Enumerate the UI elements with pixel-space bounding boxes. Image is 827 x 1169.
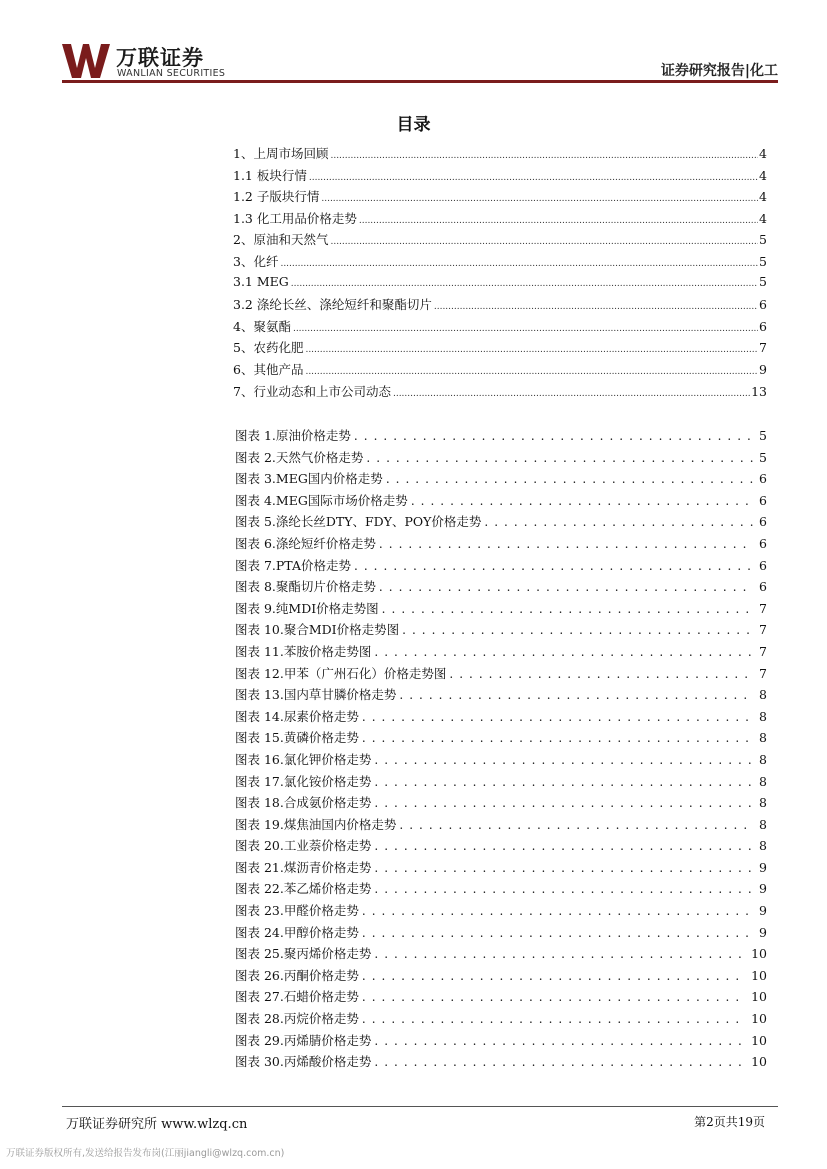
toc-entry-page: 6 [759, 318, 767, 334]
dot-leader [374, 881, 753, 896]
dot-leader [359, 211, 758, 226]
figure-entry-title: 图表 17.氯化铵价格走势 [235, 773, 372, 789]
figure-entry-page: 6 [759, 579, 767, 595]
dot-leader [386, 471, 753, 486]
dot-leader [321, 189, 758, 204]
figure-entry-title: 图表 10.聚合MDI价格走势图 [235, 622, 400, 638]
dot-leader [362, 989, 745, 1004]
figure-entry-title: 图表 29.丙烯腈价格走势 [235, 1032, 372, 1048]
toc-entry-title: 1.2 子版块行情 [233, 189, 320, 205]
figure-entry-page: 8 [759, 687, 767, 703]
figure-entry-title: 图表 7.PTA价格走势 [235, 557, 351, 573]
toc-entry[interactable] [233, 144, 767, 166]
figure-entry-page: 9 [759, 859, 767, 875]
toc-entry-title: 1.1 板块行情 [233, 167, 307, 183]
toc-entry-title: 2、原油和天然气 [233, 232, 329, 248]
header-divider [62, 80, 778, 83]
figure-entry-page: 10 [751, 1011, 767, 1027]
figure-entry-page: 6 [759, 471, 767, 487]
dot-leader [293, 319, 758, 334]
toc-entry[interactable] [233, 360, 767, 382]
figure-entry-title: 图表 9.纯MDI价格走势图 [235, 600, 379, 616]
toc-entry[interactable] [233, 230, 767, 252]
dot-leader [305, 362, 758, 377]
toc-entry-page: 5 [759, 232, 767, 248]
toc-entry-page: 13 [751, 383, 767, 399]
figure-entry-page: 10 [751, 989, 767, 1005]
figure-entry-title: 图表 12.甲苯（广州石化）价格走势图 [235, 665, 447, 681]
figure-entry[interactable] [235, 642, 767, 664]
figure-entry[interactable] [235, 556, 767, 578]
figure-entry[interactable] [235, 1052, 767, 1074]
figure-entry-page: 6 [759, 514, 767, 530]
figure-entry-page: 6 [759, 557, 767, 573]
toc-entry[interactable] [233, 274, 767, 296]
toc-entry[interactable] [233, 338, 767, 360]
figure-entry-page: 7 [759, 622, 767, 638]
figure-entry[interactable] [235, 1009, 767, 1031]
dot-leader [362, 709, 753, 724]
dot-leader [374, 838, 753, 853]
figure-entry-title: 图表 16.氯化钾价格走势 [235, 751, 372, 767]
figure-entry[interactable] [235, 685, 767, 707]
toc-entry-page: 9 [759, 361, 767, 377]
toc-entry-title: 4、聚氨酯 [233, 318, 291, 334]
figure-entry-page: 7 [759, 665, 767, 681]
figure-entry-title: 图表 24.甲醇价格走势 [235, 924, 359, 940]
toc-entry-page: 5 [759, 253, 767, 269]
figure-entry-title: 图表 3.MEG国内价格走势 [235, 471, 383, 487]
figure-entry-page: 8 [759, 838, 767, 854]
figure-entry-page: 6 [759, 535, 767, 551]
figure-entry-title: 图表 21.煤沥青价格走势 [235, 859, 372, 875]
logo-chinese-name: 万联证券 [116, 46, 204, 70]
figure-entry-page: 5 [759, 428, 767, 443]
toc-entry-title: 5、农药化肥 [233, 340, 304, 356]
figure-entry-page: 10 [751, 1032, 767, 1048]
figure-entry[interactable] [235, 772, 767, 794]
dot-leader [484, 514, 753, 529]
figure-entry-page: 8 [759, 708, 767, 724]
company-logo [62, 42, 242, 82]
figure-entry-page: 6 [759, 492, 767, 508]
figure-entry-title: 图表 20.工业萘价格走势 [235, 838, 372, 854]
dot-leader [379, 536, 753, 551]
figure-entry-title: 图表 30.丙烯酸价格走势 [235, 1054, 372, 1070]
figure-entry[interactable] [235, 707, 767, 729]
figure-entry-page: 10 [751, 946, 767, 962]
dot-leader [374, 860, 753, 875]
figure-entry-title: 图表 6.涤纶短纤价格走势 [235, 535, 376, 551]
dot-leader [374, 1054, 745, 1069]
dot-leader [382, 601, 753, 616]
figure-entry[interactable] [235, 966, 767, 988]
figure-entry[interactable] [235, 793, 767, 815]
toc-entry-title: 3.1 MEG [233, 273, 289, 289]
dot-leader [354, 428, 753, 443]
figure-entry[interactable] [235, 664, 767, 686]
figure-entry-page: 7 [759, 643, 767, 659]
dot-leader [399, 687, 753, 702]
figure-entry-title: 图表 18.合成氨价格走势 [235, 795, 372, 811]
figure-entry-page: 8 [759, 816, 767, 832]
figure-entry[interactable] [235, 534, 767, 556]
figure-entry-title: 图表 1.原油价格走势 [235, 428, 351, 443]
figure-entry-title: 图表 26.丙酮价格走势 [235, 967, 359, 983]
figure-entry[interactable] [235, 879, 767, 901]
toc-entry-page: 4 [759, 210, 767, 226]
dot-leader [374, 644, 753, 659]
toc-entry-title: 7、行业动态和上市公司动态 [233, 383, 391, 399]
figure-entry-page: 8 [759, 795, 767, 811]
figure-entry-title: 图表 13.国内草甘膦价格走势 [235, 687, 397, 703]
dot-leader [330, 232, 758, 247]
figure-entry[interactable] [235, 577, 767, 599]
figure-entry-title: 图表 23.甲醛价格走势 [235, 903, 359, 919]
figure-entry-page: 8 [759, 773, 767, 789]
dot-leader [362, 925, 753, 940]
figure-entry[interactable] [235, 728, 767, 750]
figure-entry-title: 图表 15.黄磷价格走势 [235, 730, 359, 746]
dot-leader [449, 666, 753, 681]
footer-divider [62, 1106, 778, 1107]
figure-entry-page: 10 [751, 1054, 767, 1070]
dot-leader [362, 1011, 745, 1026]
figure-entry-title: 图表 19.煤焦油国内价格走势 [235, 816, 397, 832]
dot-leader [374, 795, 753, 810]
figure-entry[interactable] [235, 620, 767, 642]
figure-entry[interactable] [235, 836, 767, 858]
wanlian-logo-icon [62, 44, 110, 78]
toc-entry-page: 5 [759, 273, 767, 289]
dot-leader [374, 946, 745, 961]
figure-entry[interactable] [235, 815, 767, 837]
figure-entry[interactable] [235, 448, 767, 470]
toc-entry[interactable] [233, 166, 767, 188]
figure-entry-page: 9 [759, 903, 767, 919]
figure-entry[interactable] [235, 1031, 767, 1053]
page-header [0, 0, 827, 84]
figure-entry-title: 图表 4.MEG国际市场价格走势 [235, 492, 408, 508]
figure-entry[interactable] [235, 426, 767, 448]
figure-entry-title: 图表 27.石蜡价格走势 [235, 989, 359, 1005]
dot-leader [305, 340, 758, 355]
footer-institute: 万联证券研究所 www.wlzq.cn [66, 1117, 248, 1132]
figure-entry-title: 图表 11.苯胺价格走势图 [235, 643, 372, 659]
figure-entry-title: 图表 8.聚酯切片价格走势 [235, 579, 376, 595]
toc-title: 目录 [396, 115, 431, 135]
dot-leader [362, 903, 753, 918]
toc-entry-page: 4 [759, 146, 767, 161]
toc-entry-title: 3.2 涤纶长丝、涤纶短纤和聚酯切片 [233, 297, 432, 313]
figure-entry[interactable] [235, 512, 767, 534]
dot-leader [374, 752, 753, 767]
page-number: 第2页共19页 [694, 1115, 765, 1129]
dot-leader [280, 254, 758, 269]
toc-entry[interactable] [233, 252, 767, 274]
figure-entry-page: 9 [759, 881, 767, 897]
dot-leader [309, 168, 758, 183]
dot-leader [374, 774, 753, 789]
dot-leader [399, 817, 753, 832]
figure-entry[interactable] [235, 858, 767, 880]
table-of-contents [233, 144, 767, 403]
toc-entry-title: 3、化纤 [233, 253, 279, 269]
figure-entry[interactable] [235, 750, 767, 772]
figure-entry-page: 8 [759, 751, 767, 767]
figure-entry[interactable] [235, 491, 767, 513]
toc-entry[interactable] [233, 187, 767, 209]
toc-entry[interactable] [233, 209, 767, 231]
figure-entry-title: 图表 28.丙烷价格走势 [235, 1011, 359, 1027]
dot-leader [411, 493, 753, 508]
toc-entry-title: 1、上周市场回顾 [233, 146, 329, 161]
figure-entry-page: 8 [759, 730, 767, 746]
dot-leader [354, 558, 753, 573]
dot-leader [362, 968, 745, 983]
figure-entry-title: 图表 5.涤纶长丝DTY、FDY、POY价格走势 [235, 514, 482, 530]
figure-entry-page: 10 [751, 967, 767, 983]
figure-entry-title: 图表 25.聚丙烯价格走势 [235, 946, 372, 962]
dot-leader [379, 579, 753, 594]
figure-entry[interactable] [235, 987, 767, 1009]
toc-entry-page: 4 [759, 189, 767, 205]
figure-entry-title: 图表 2.天然气价格走势 [235, 449, 364, 465]
dot-leader [366, 450, 753, 465]
figure-entry-page: 9 [759, 924, 767, 940]
toc-entry[interactable] [233, 382, 767, 404]
figure-entry[interactable] [235, 923, 767, 945]
toc-entry-title: 6、其他产品 [233, 361, 304, 377]
figure-entry-title: 图表 22.苯乙烯价格走势 [235, 881, 372, 897]
figure-list [235, 426, 767, 1074]
toc-entry[interactable] [233, 317, 767, 339]
dot-leader [374, 1033, 745, 1048]
figure-entry-page: 5 [759, 449, 767, 465]
dot-leader [402, 622, 753, 637]
dot-leader [291, 274, 758, 289]
dot-leader [393, 384, 750, 399]
toc-entry-page: 6 [759, 297, 767, 313]
report-type-label: 证券研究报告|化工 [660, 63, 778, 79]
figure-entry[interactable] [235, 944, 767, 966]
figure-entry-title: 图表 14.尿素价格走势 [235, 708, 359, 724]
toc-entry-page: 7 [759, 340, 767, 356]
dot-leader [362, 730, 753, 745]
figure-entry[interactable] [235, 599, 767, 621]
toc-entry-page: 4 [759, 167, 767, 183]
toc-entry-title: 1.3 化工用品价格走势 [233, 210, 357, 226]
figure-entry[interactable] [235, 901, 767, 923]
dot-leader [434, 297, 758, 312]
copyright-watermark: 万联证券版权所有,发送给报告发布岗(江丽jiangli@wlzq.com.cn) [6, 1148, 285, 1159]
figure-entry[interactable] [235, 469, 767, 491]
dot-leader [330, 146, 758, 161]
figure-entry-page: 7 [759, 600, 767, 616]
logo-english-name: WANLIAN SECURITIES [117, 68, 226, 79]
toc-entry[interactable] [233, 295, 767, 317]
